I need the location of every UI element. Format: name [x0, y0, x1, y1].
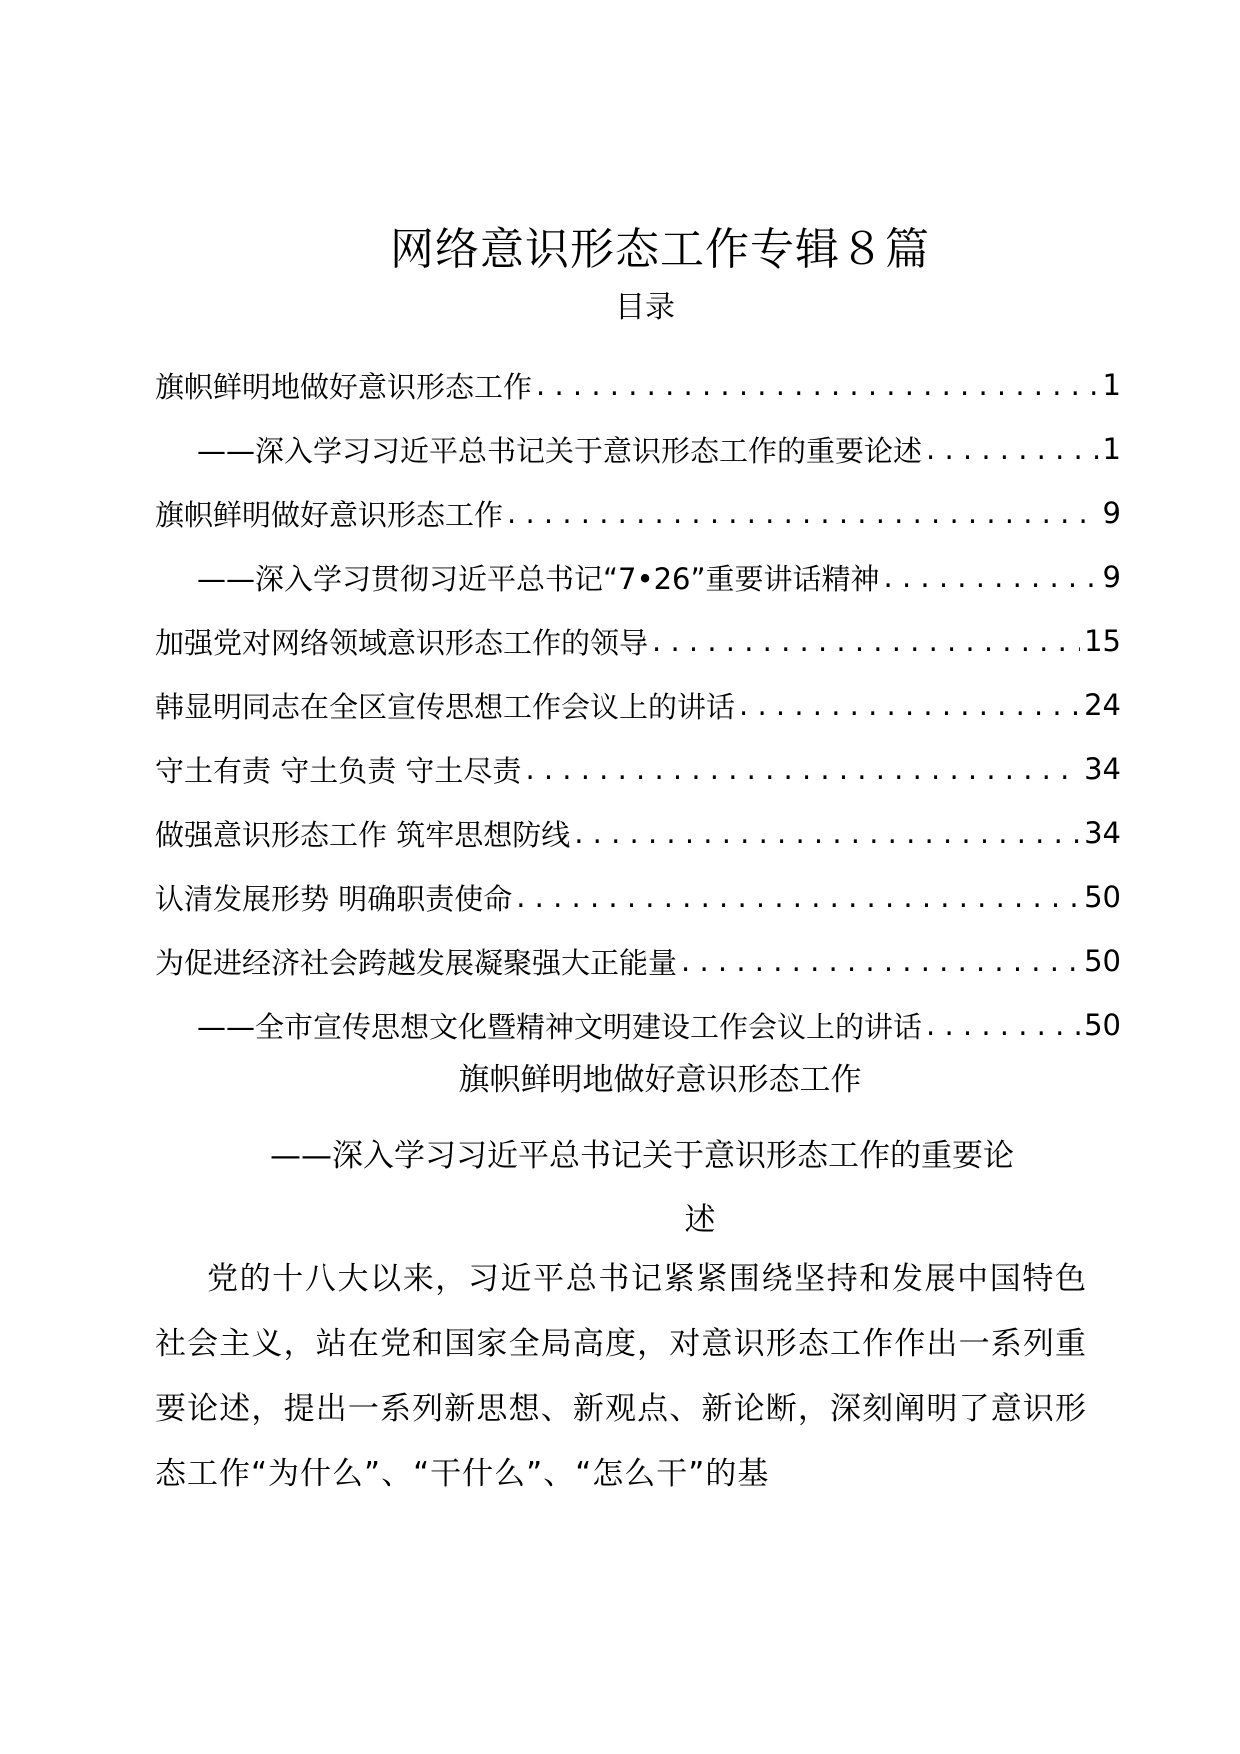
article-body-paragraph: 党的十八大以来，习近平总书记紧紧围绕坚持和发展中国特色社会主义，站在党和国家全局高度，对意识形态工作作出一系列重要论述，提出一系列新思想、新观点、新论断，深刻阐明了意识形态工作“为什么”、“干什么”、“怎么干”的基 — [155, 1261, 1087, 1492]
toc-entry-page: 24 — [1084, 688, 1121, 722]
toc-entry-page: 34 — [1084, 816, 1121, 850]
toc-entry-title: ——全市宣传思想文化暨精神文明建设工作会议上的讲话 — [197, 1009, 923, 1044]
toc-leader-dots — [507, 496, 1099, 530]
toc-leader-dots — [926, 432, 1099, 466]
toc-entry-page: 9 — [1102, 560, 1121, 594]
toc-leader-dots — [681, 944, 1080, 978]
toc-entry-title: 为促进经济社会跨越发展凝聚强大正能量 — [155, 945, 678, 980]
toc-entry-page: 50 — [1084, 944, 1121, 978]
toc-leader-dots — [926, 1008, 1080, 1042]
toc-leader-dots — [536, 368, 1099, 402]
toc-leader-dots — [516, 880, 1080, 914]
toc-entry-page: 15 — [1084, 624, 1121, 658]
toc-entry-title: 加强党对网络领域意识形态工作的领导 — [155, 625, 649, 660]
toc-entry-page: 9 — [1102, 496, 1121, 530]
article-subtitle-line1: ——深入学习习近平总书记关于意识形态工作的重要论 — [270, 1138, 1014, 1174]
toc-entry[interactable] — [155, 481, 1121, 545]
toc-entry-page: 1 — [1102, 368, 1121, 402]
toc-entry-title: 做强意识形态工作 筑牢思想防线 — [155, 817, 571, 852]
toc-entry-page: 34 — [1084, 752, 1121, 786]
toc-entry-title: 韩显明同志在全区宣传思想工作会议上的讲话 — [155, 689, 736, 724]
toc-entry-title: 旗帜鲜明地做好意识形态工作 — [155, 369, 533, 404]
toc-entry[interactable] — [155, 801, 1121, 865]
toc-entry[interactable] — [155, 737, 1121, 801]
toc-entry-page: 50 — [1084, 1008, 1121, 1042]
toc-entry-page: 1 — [1102, 432, 1121, 466]
toc-heading: 目录 — [615, 290, 675, 325]
article-title: 旗帜鲜明地做好意识形态工作 — [458, 1062, 862, 1098]
toc-entry-title: ——深入学习习近平总书记关于意识形态工作的重要论述 — [197, 433, 923, 468]
toc-leader-dots — [525, 752, 1080, 786]
toc-entry-sub[interactable] — [155, 993, 1121, 1057]
toc-entry-title: ——深入学习贯彻习近平总书记“7•26”重要讲话精神 — [197, 561, 880, 596]
toc-leader-dots — [652, 624, 1080, 658]
toc-leader-dots — [739, 688, 1080, 722]
toc-entry-title: 认清发展形势 明确职责使命 — [155, 881, 513, 916]
article-subtitle-line2: 述 — [684, 1202, 716, 1238]
toc-leader-dots — [884, 560, 1099, 594]
article-subtitle — [270, 1124, 1090, 1252]
toc-leader-dots — [574, 816, 1080, 850]
toc-entry[interactable] — [155, 353, 1121, 417]
toc-entry-title: 守土有责 守土负责 守土尽责 — [155, 753, 522, 788]
toc-entry-page: 50 — [1084, 880, 1121, 914]
toc-entry[interactable] — [155, 929, 1121, 993]
toc-entry[interactable] — [155, 609, 1121, 673]
toc-entry-sub[interactable] — [155, 417, 1121, 481]
table-of-contents — [155, 353, 1121, 1057]
toc-entry-sub[interactable] — [155, 545, 1121, 609]
toc-entry[interactable] — [155, 673, 1121, 737]
document-title: 网络意识形态工作专辑８篇 — [390, 224, 930, 275]
toc-entry[interactable] — [155, 865, 1121, 929]
toc-entry-title: 旗帜鲜明做好意识形态工作 — [155, 497, 504, 532]
